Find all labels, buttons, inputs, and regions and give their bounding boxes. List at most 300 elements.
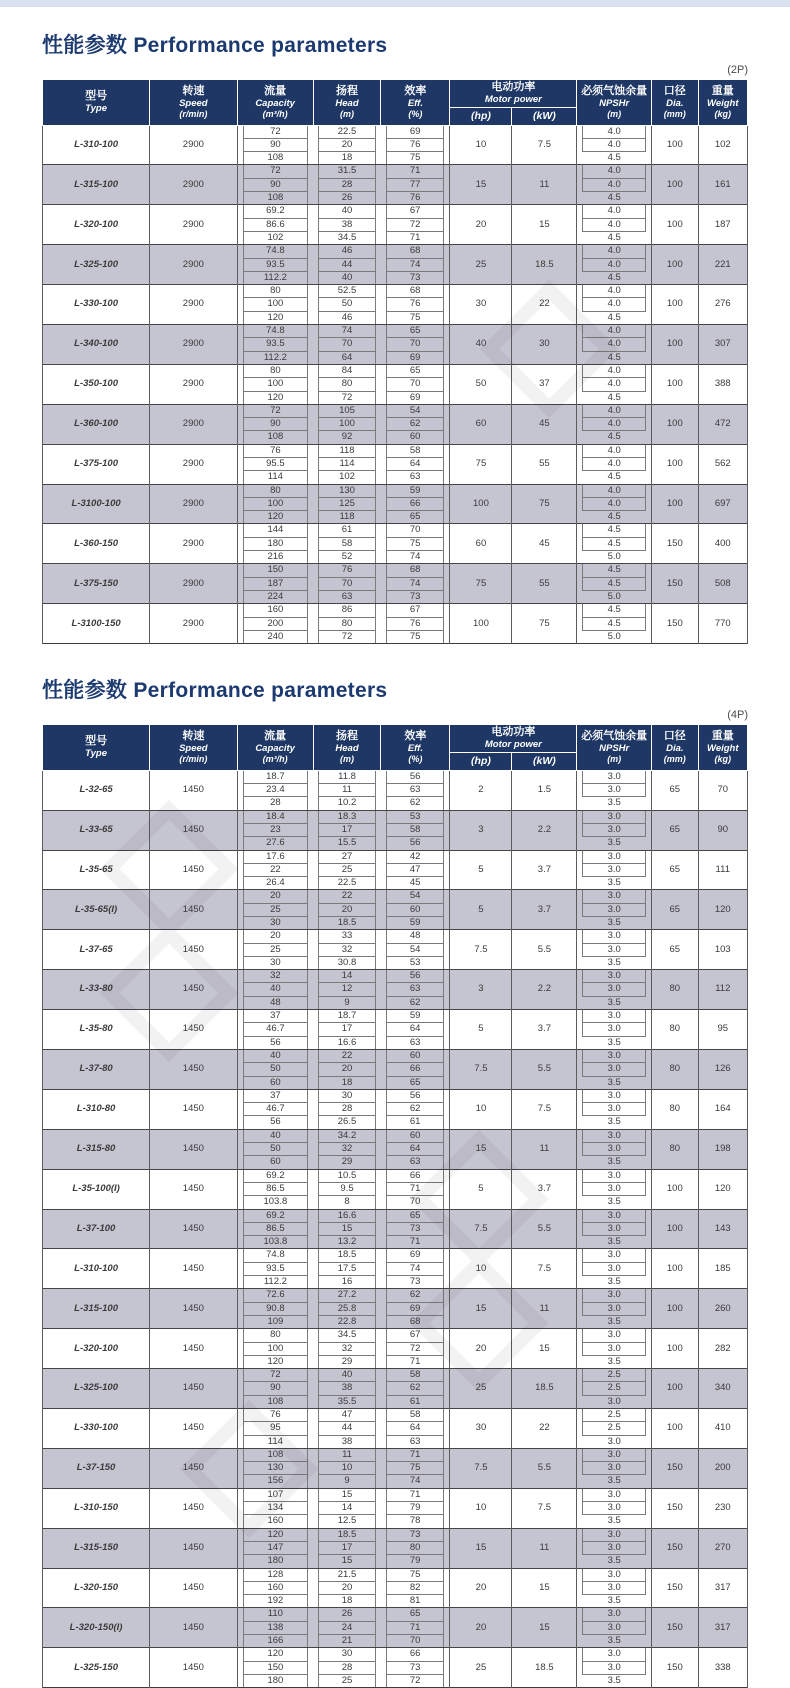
dia-cell: 100 — [652, 245, 699, 285]
capacity-cell — [237, 1010, 313, 1024]
capacity-cell-value: 46.7 — [243, 1103, 309, 1116]
motor-hp-cell: 10 — [450, 1249, 512, 1289]
npshr-cell — [577, 364, 652, 378]
npshr-cell-value: 4.0 — [582, 445, 646, 458]
performance-table-2p — [42, 79, 748, 644]
table-row — [43, 1608, 748, 1622]
npshr-cell — [577, 1116, 652, 1129]
npshr-cell-value: 3.5 — [607, 1196, 621, 1208]
eff-cell — [381, 179, 450, 192]
head-cell-value: 63 — [318, 591, 376, 603]
head-cell — [313, 1662, 381, 1675]
capacity-cell-value: 18.7 — [243, 771, 309, 784]
type-cell: L-375-100 — [43, 444, 150, 484]
npshr-cell-value: 3.0 — [582, 1542, 646, 1555]
dia-cell: 150 — [652, 1568, 699, 1608]
capacity-cell — [237, 1116, 313, 1129]
eff-cell-value: 71 — [386, 1489, 445, 1502]
eff-cell-value: 62 — [386, 1103, 445, 1116]
column-header-motor-power: 电动功率 Motor power — [450, 725, 577, 753]
head-cell-value: 24 — [318, 1622, 376, 1635]
eff-cell-value: 58 — [386, 445, 445, 458]
capacity-cell — [237, 551, 313, 564]
capacity-cell-value: 138 — [243, 1622, 309, 1635]
npshr-cell-value: 3.5 — [607, 877, 621, 889]
eff-cell — [381, 1049, 450, 1063]
head-cell — [313, 364, 381, 378]
head-cell — [313, 511, 381, 524]
npshr-cell-value: 3.0 — [582, 1529, 646, 1542]
npshr-cell — [577, 1502, 652, 1515]
head-cell — [313, 1289, 381, 1303]
head-cell-value: 29 — [318, 1356, 376, 1368]
eff-cell — [381, 1129, 450, 1143]
type-cell: L-37-150 — [43, 1448, 150, 1488]
npshr-cell-value: 3.5 — [607, 1635, 621, 1647]
head-cell — [313, 1555, 381, 1568]
capacity-cell — [237, 877, 313, 890]
eff-cell — [381, 1369, 450, 1383]
npshr-cell-value: 4.0 — [582, 498, 646, 511]
motor-hp-cell: 30 — [450, 285, 512, 325]
capacity-cell — [237, 591, 313, 604]
eff-cell-value: 71 — [386, 1356, 445, 1368]
motor-kw-cell: 7.5 — [512, 1249, 577, 1289]
head-cell — [313, 1063, 381, 1076]
capacity-cell-value: 95.5 — [243, 458, 309, 471]
eff-cell-value: 56 — [386, 771, 445, 784]
npshr-cell-value: 4.0 — [582, 298, 646, 311]
capacity-cell — [237, 1436, 313, 1449]
eff-cell — [381, 1303, 450, 1316]
type-cell: L-315-80 — [43, 1129, 150, 1169]
eff-cell — [381, 1223, 450, 1236]
motor-hp-cell: 3 — [450, 810, 512, 850]
npshr-cell-value: 4.0 — [582, 245, 646, 258]
type-cell: L-310-80 — [43, 1089, 150, 1129]
npshr-cell — [577, 471, 652, 484]
eff-cell — [381, 1249, 450, 1263]
capacity-cell — [237, 338, 313, 351]
dia-cell: 65 — [652, 850, 699, 890]
motor-hp-cell: 30 — [450, 1408, 512, 1448]
eff-cell — [381, 810, 450, 824]
head-cell-value: 16 — [318, 1276, 376, 1288]
head-cell-value: 76 — [318, 564, 376, 577]
eff-cell — [381, 1595, 450, 1608]
eff-cell — [381, 1488, 450, 1502]
weight-cell: 90 — [698, 810, 747, 850]
type-cell: L-32-65 — [43, 770, 150, 810]
table-row — [43, 1369, 748, 1383]
motor-hp-cell: 75 — [450, 444, 512, 484]
npshr-cell — [577, 631, 652, 644]
weight-cell: 164 — [698, 1089, 747, 1129]
capacity-cell-value: 147 — [243, 1542, 309, 1555]
npshr-cell — [577, 1037, 652, 1050]
column-header-capacity: 流量 Capacity (m³/h) — [237, 725, 313, 771]
eff-cell-value: 81 — [386, 1595, 445, 1607]
npshr-cell — [577, 770, 652, 784]
npshr-cell-value: 3.0 — [582, 1103, 646, 1116]
npshr-cell — [577, 1408, 652, 1422]
npshr-cell — [577, 1316, 652, 1329]
motor-kw-cell: 3.7 — [512, 1169, 577, 1209]
head-cell-value: 9 — [318, 997, 376, 1009]
npshr-cell — [577, 1436, 652, 1449]
head-cell — [313, 1077, 381, 1090]
speed-cell: 2900 — [150, 245, 237, 285]
npshr-cell-value: 3.0 — [582, 1050, 646, 1063]
eff-cell-value: 66 — [386, 498, 445, 511]
type-cell: L-320-100 — [43, 205, 150, 245]
type-cell: L-330-100 — [43, 285, 150, 325]
npshr-cell — [577, 524, 652, 538]
capacity-cell — [237, 1662, 313, 1675]
npshr-cell — [577, 272, 652, 285]
type-cell: L-35-80 — [43, 1010, 150, 1050]
type-cell: L-330-100 — [43, 1408, 150, 1448]
eff-cell — [381, 604, 450, 618]
column-header-motor-power: 电动功率 Motor power — [450, 80, 577, 108]
head-cell-value: 17 — [318, 1023, 376, 1036]
capacity-cell-value: 37 — [243, 1090, 309, 1103]
weight-cell: 270 — [698, 1528, 747, 1568]
npshr-cell — [577, 1023, 652, 1036]
capacity-cell-value: 134 — [243, 1502, 309, 1515]
head-cell — [313, 1196, 381, 1209]
head-cell-value: 44 — [318, 1422, 376, 1435]
table-row — [43, 325, 748, 339]
npshr-cell-value: 3.0 — [582, 970, 646, 983]
npshr-cell — [577, 352, 652, 365]
column-header-hp: (hp) — [450, 107, 512, 125]
eff-cell-value: 76 — [386, 192, 445, 204]
npshr-cell — [577, 232, 652, 245]
capacity-cell — [237, 1582, 313, 1595]
type-cell: L-310-100 — [43, 125, 150, 165]
head-cell-value: 61 — [318, 524, 376, 537]
eff-cell — [381, 551, 450, 564]
eff-cell — [381, 1010, 450, 1024]
eff-cell-value: 53 — [386, 811, 445, 824]
head-cell — [313, 484, 381, 498]
speed-cell: 2900 — [150, 285, 237, 325]
eff-cell — [381, 944, 450, 957]
capacity-cell — [237, 1648, 313, 1662]
npshr-cell-value: 4.5 — [607, 431, 621, 443]
head-cell-value: 100 — [318, 418, 376, 431]
motor-hp-cell: 3 — [450, 970, 512, 1010]
eff-cell — [381, 1196, 450, 1209]
npshr-cell-value: 3.0 — [582, 1648, 646, 1661]
capacity-cell — [237, 1555, 313, 1568]
npshr-cell — [577, 179, 652, 192]
eff-cell-value: 69 — [386, 392, 445, 404]
capacity-cell — [237, 1475, 313, 1488]
eff-cell — [381, 538, 450, 551]
capacity-cell — [237, 165, 313, 179]
eff-cell-value: 74 — [386, 578, 445, 591]
npshr-cell — [577, 418, 652, 431]
weight-cell: 282 — [698, 1329, 747, 1369]
head-cell-value: 14 — [318, 1502, 376, 1515]
capacity-cell — [237, 431, 313, 444]
head-cell — [313, 1023, 381, 1036]
head-cell-value: 35.5 — [318, 1396, 376, 1408]
eff-cell-value: 76 — [386, 139, 445, 152]
capacity-cell-value: 74.8 — [243, 325, 309, 338]
npshr-cell — [577, 205, 652, 219]
eff-cell — [381, 1209, 450, 1223]
head-cell-value: 32 — [318, 1343, 376, 1356]
npshr-cell-value: 4.0 — [582, 378, 646, 391]
capacity-cell — [237, 259, 313, 272]
eff-cell — [381, 904, 450, 917]
weight-cell: 410 — [698, 1408, 747, 1448]
capacity-cell-value: 37 — [243, 1010, 309, 1023]
eff-cell-value: 74 — [386, 551, 445, 563]
head-cell-value: 14 — [318, 970, 376, 983]
eff-cell — [381, 1063, 450, 1076]
weight-cell: 562 — [698, 444, 747, 484]
capacity-cell-value: 80 — [243, 1329, 309, 1342]
eff-cell-value: 65 — [386, 1210, 445, 1223]
eff-cell — [381, 591, 450, 604]
motor-kw-cell: 15 — [512, 205, 577, 245]
head-cell-value: 34.5 — [318, 1329, 376, 1342]
type-cell: L-360-100 — [43, 404, 150, 444]
head-cell-value: 22 — [318, 890, 376, 903]
npshr-cell-value: 3.0 — [582, 1582, 646, 1595]
table-row — [43, 1289, 748, 1303]
head-cell — [313, 930, 381, 944]
capacity-cell — [237, 578, 313, 591]
dia-cell: 80 — [652, 1010, 699, 1050]
npshr-cell — [577, 1156, 652, 1169]
head-cell — [313, 1475, 381, 1488]
eff-cell-value: 71 — [386, 1622, 445, 1635]
eff-cell-value: 69 — [386, 1303, 445, 1316]
dia-cell: 65 — [652, 890, 699, 930]
column-header-npshr: 必须气蚀余量 NPSHr (m) — [577, 80, 652, 126]
capacity-cell — [237, 618, 313, 631]
npshr-cell — [577, 219, 652, 232]
table-row — [43, 930, 748, 944]
dia-cell: 100 — [652, 364, 699, 404]
capacity-cell-value: 108 — [243, 1449, 309, 1462]
motor-kw-cell: 2.2 — [512, 970, 577, 1010]
npshr-cell-value: 3.5 — [607, 797, 621, 809]
capacity-cell-value: 90.8 — [243, 1303, 309, 1316]
motor-kw-cell: 5.5 — [512, 1209, 577, 1249]
head-cell-value: 125 — [318, 498, 376, 511]
eff-cell — [381, 1635, 450, 1648]
speed-cell: 1450 — [150, 1568, 237, 1608]
eff-cell-value: 64 — [386, 458, 445, 471]
head-cell-value: 11.8 — [318, 771, 376, 784]
eff-cell-value: 64 — [386, 1023, 445, 1036]
eff-cell-value: 68 — [386, 1316, 445, 1328]
capacity-cell — [237, 1183, 313, 1196]
motor-hp-cell: 5 — [450, 1169, 512, 1209]
npshr-cell-value: 4.0 — [582, 259, 646, 272]
column-header-head: 扬程 Head (m) — [313, 725, 381, 771]
eff-cell-value: 73 — [386, 1662, 445, 1675]
eff-cell-value: 62 — [386, 997, 445, 1009]
capacity-cell-value: 160 — [243, 1582, 309, 1595]
head-cell — [313, 1223, 381, 1236]
table-row — [43, 205, 748, 219]
column-header-type: 型号 Type — [43, 725, 150, 771]
capacity-cell — [237, 364, 313, 378]
head-cell-value: 70 — [318, 338, 376, 351]
eff-cell — [381, 618, 450, 631]
npshr-cell — [577, 298, 652, 311]
head-cell-value: 17.5 — [318, 1263, 376, 1276]
capacity-cell — [237, 1303, 313, 1316]
head-cell-value: 84 — [318, 365, 376, 378]
type-cell: L-320-150 — [43, 1568, 150, 1608]
head-cell — [313, 1329, 381, 1343]
type-cell: L-35-65(I) — [43, 890, 150, 930]
npshr-cell — [577, 1249, 652, 1263]
eff-cell-value: 75 — [386, 631, 445, 643]
head-cell-value: 12 — [318, 983, 376, 996]
npshr-cell-value: 4.5 — [607, 192, 621, 204]
weight-cell: 187 — [698, 205, 747, 245]
head-cell — [313, 139, 381, 152]
capacity-cell — [237, 152, 313, 165]
head-cell — [313, 1382, 381, 1395]
npshr-cell-value: 3.0 — [582, 1130, 646, 1143]
capacity-cell — [237, 444, 313, 458]
table-row — [43, 285, 748, 299]
eff-cell-value: 62 — [386, 1382, 445, 1395]
column-header-capacity: 流量 Capacity (m³/h) — [237, 80, 313, 126]
head-cell-value: 29 — [318, 1156, 376, 1168]
capacity-cell-value: 76 — [243, 445, 309, 458]
eff-cell — [381, 139, 450, 152]
head-cell-value: 80 — [318, 378, 376, 391]
npshr-cell-value: 3.5 — [607, 956, 621, 968]
dia-cell: 100 — [652, 285, 699, 325]
capacity-cell-value: 120 — [243, 511, 309, 523]
capacity-cell — [237, 1077, 313, 1090]
npshr-cell-value: 4.0 — [582, 285, 646, 298]
dia-cell: 100 — [652, 1209, 699, 1249]
head-cell-value: 26 — [318, 1608, 376, 1621]
npshr-cell — [577, 1303, 652, 1316]
npshr-cell — [577, 165, 652, 179]
npshr-cell-value: 4.0 — [582, 405, 646, 418]
npshr-cell — [577, 1622, 652, 1635]
head-cell — [313, 904, 381, 917]
head-cell-value: 38 — [318, 1382, 376, 1395]
head-cell-value: 11 — [318, 1449, 376, 1462]
capacity-cell-value: 216 — [243, 551, 309, 563]
dia-cell: 150 — [652, 1488, 699, 1528]
npshr-cell — [577, 1608, 652, 1622]
head-cell-value: 25 — [318, 1675, 376, 1687]
dia-cell: 100 — [652, 165, 699, 205]
npshr-cell — [577, 152, 652, 165]
motor-kw-cell: 5.5 — [512, 1049, 577, 1089]
eff-cell-value: 67 — [386, 205, 445, 218]
weight-cell: 338 — [698, 1648, 747, 1688]
eff-cell — [381, 877, 450, 890]
eff-cell — [381, 205, 450, 219]
head-cell — [313, 1396, 381, 1409]
head-cell — [313, 538, 381, 551]
head-cell — [313, 165, 381, 179]
head-cell-value: 34.2 — [318, 1130, 376, 1143]
head-cell — [313, 1462, 381, 1475]
eff-cell — [381, 1329, 450, 1343]
npshr-cell-value: 3.0 — [582, 1223, 646, 1236]
head-cell — [313, 837, 381, 850]
eff-cell-value: 62 — [386, 797, 445, 809]
motor-hp-cell: 15 — [450, 165, 512, 205]
eff-cell-value: 62 — [386, 1289, 445, 1302]
npshr-cell-value: 3.0 — [582, 1489, 646, 1502]
eff-cell-value: 71 — [386, 1183, 445, 1196]
capacity-cell-value: 180 — [243, 1555, 309, 1567]
head-cell — [313, 578, 381, 591]
npshr-cell-value: 3.0 — [582, 983, 646, 996]
npshr-cell-value: 4.5 — [607, 152, 621, 164]
capacity-cell — [237, 864, 313, 877]
head-cell — [313, 917, 381, 930]
npshr-cell — [577, 618, 652, 631]
catalog-page — [0, 29, 790, 1688]
table-row — [43, 1448, 748, 1462]
head-cell-value: 30.8 — [318, 957, 376, 969]
head-cell — [313, 378, 381, 391]
eff-cell-value: 69 — [386, 352, 445, 364]
motor-hp-cell: 2 — [450, 770, 512, 810]
head-cell — [313, 272, 381, 285]
capacity-cell-value: 120 — [243, 1529, 309, 1542]
head-cell — [313, 458, 381, 471]
section-title-2p: 性能参数 Performance parameters — [42, 34, 388, 57]
capacity-cell-value: 103.8 — [243, 1196, 309, 1208]
eff-cell — [381, 578, 450, 591]
npshr-cell-value: 4.0 — [582, 219, 646, 232]
eff-cell — [381, 564, 450, 578]
head-cell — [313, 125, 381, 139]
eff-cell — [381, 498, 450, 511]
npshr-cell-value: 4.0 — [582, 165, 646, 178]
column-header-weight: 重量 Weight (kg) — [698, 725, 747, 771]
head-cell-value: 18 — [318, 1077, 376, 1089]
eff-cell-value: 60 — [386, 1050, 445, 1063]
npshr-cell — [577, 944, 652, 957]
npshr-cell — [577, 392, 652, 405]
type-cell: L-33-80 — [43, 970, 150, 1010]
capacity-cell — [237, 770, 313, 784]
head-cell-value: 15 — [318, 1489, 376, 1502]
eff-cell — [381, 1089, 450, 1103]
eff-cell — [381, 890, 450, 904]
head-cell-value: 21.5 — [318, 1569, 376, 1582]
weight-cell: 221 — [698, 245, 747, 285]
dia-cell: 100 — [652, 484, 699, 524]
head-cell — [313, 1143, 381, 1156]
npshr-cell — [577, 797, 652, 810]
speed-cell: 2900 — [150, 524, 237, 564]
dia-cell: 100 — [652, 1369, 699, 1409]
